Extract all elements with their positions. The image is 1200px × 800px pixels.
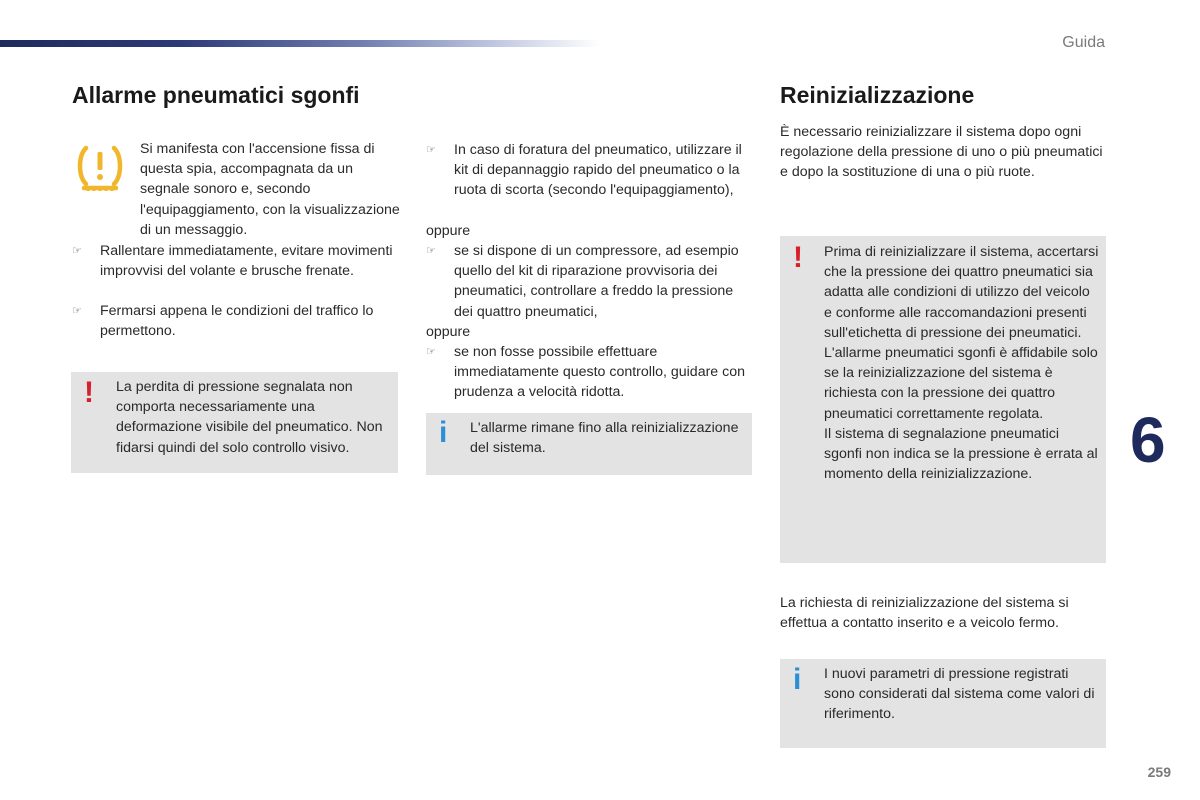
left-intro-text: Si manifesta con l'accensione fissa di questa spia, accompagnata da un segnale sonoro e, secondo l'equipaggiamento, con la visualizzazione di un messaggio. [140, 141, 400, 238]
page-number: 259 [1147, 764, 1171, 780]
right-note-text: La richiesta di reinizializzazione del sistema si effettua a contatto inserito e a veicolo fermo. [780, 595, 1069, 632]
info-icon: i [439, 416, 448, 449]
middle-bullet-2-text: se si dispone di un compressore, ad esempio quello del kit di riparazione provvisoria dei pneumatici, controllare a freddo la pressione dei quattro pneumatici, [454, 243, 739, 320]
section-label: Guida [1062, 34, 1105, 51]
middle-bullet-3 [426, 342, 751, 403]
middle-bullet-2 [426, 241, 751, 322]
left-bullet-1 [72, 241, 402, 281]
exclamation-icon: ! [793, 241, 803, 274]
middle-info-text: L'allarme rimane fino alla reinizializzazione del sistema. [470, 420, 739, 457]
hand-pointer-icon: ☞ [72, 245, 82, 257]
right-info-box [780, 659, 1106, 748]
middle-oppure-2: oppure [426, 324, 471, 340]
left-warning-box [71, 372, 398, 473]
hand-pointer-icon: ☞ [426, 245, 436, 257]
tire-pressure-warning-icon [74, 142, 126, 194]
middle-bullet-1-text: In caso di foratura del pneumatico, utilizzare il kit di depannaggio rapido del pneumatico o la ruota di scorta (secondo l'equipaggiamento), [454, 142, 742, 199]
hand-pointer-icon: ☞ [72, 305, 82, 317]
left-bullet-2 [72, 301, 402, 341]
left-bullet-1-text: Rallentare immediatamente, evitare movimenti improvvisi del volante e brusche frenate. [100, 243, 393, 280]
middle-bullet-3-text: se non fosse possibile effettuare immediatamente questo controllo, guidare con prudenza a velocità ridotta. [454, 344, 746, 401]
header-accent-bar [0, 40, 600, 47]
middle-bullet-1 [426, 140, 751, 201]
left-title: Allarme pneumatici sgonfi [72, 82, 360, 108]
left-bullet-2-text: Fermarsi appena le condizioni del traffico lo permettono. [100, 303, 374, 340]
middle-oppure-1: oppure [426, 223, 471, 239]
right-title: Reinizializzazione [780, 82, 975, 108]
exclamation-icon: ! [84, 376, 94, 409]
hand-pointer-icon: ☞ [426, 346, 436, 358]
chapter-number: 6 [1130, 404, 1166, 476]
right-warning-box [780, 236, 1106, 563]
hand-pointer-icon: ☞ [426, 144, 436, 156]
left-warning-text: La perdita di pressione segnalata non comporta necessariamente una deformazione visibile del pneumatico. Non fidarsi quindi del solo controllo visivo. [116, 379, 383, 456]
right-warning-text: Prima di reinizializzare il sistema, accertarsi che la pressione dei quattro pneumatici sia adatta alle condizioni di utilizzo del veicolo e conforme alle raccomandazioni presenti sull'etichetta di pressione dei pneumatici. L'allarme pneumatici sgonfi è affidabile solo se la reinizializzazione del sistema è richiesta con la pressione dei quattro pneumatici correttamente regolata. Il sistema di segnalazione pneumatici sgonfi non indica se la pressione è errata al momento della reinizializzazione. [824, 244, 1099, 483]
middle-info-box [426, 413, 752, 475]
info-icon: i [793, 663, 802, 696]
right-info-text: I nuovi parametri di pressione registrati sono considerati dal sistema come valori di riferimento. [824, 666, 1095, 723]
right-intro-text: È necessario reinizializzare il sistema dopo ogni regolazione della pressione di uno o più pneumatici e dopo la sostituzione di una o più ruote. [780, 124, 1103, 181]
